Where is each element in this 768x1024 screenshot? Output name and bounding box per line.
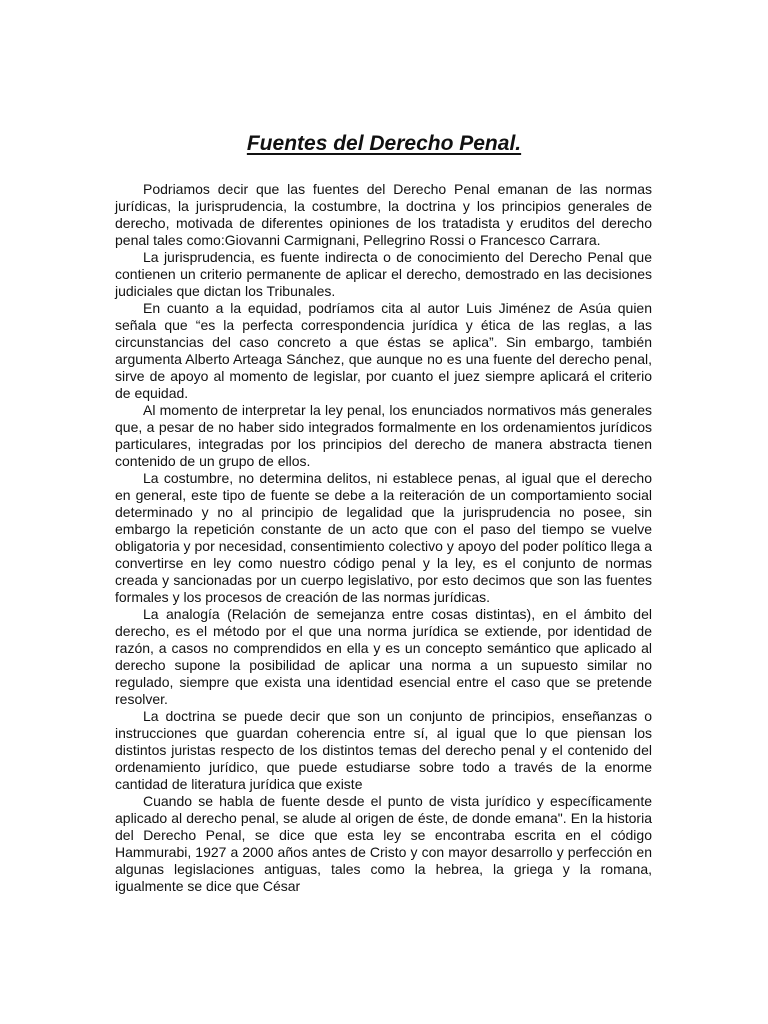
paragraph-jurisprudence: La jurisprudencia, es fuente indirecta o de conocimiento del Derecho Penal que contienen un criterio permanente de aplicar el derecho, demostrado en las decisiones judiciales que dictan los Tribunales. [115, 249, 652, 299]
document-title: Fuentes del Derecho Penal. [246, 132, 522, 155]
paragraph-interpretation: Al momento de interpretar la ley penal, los enunciados normativos más generales que, a pesar de no haber sido integrados formalmente en los ordenamientos jurídicos particulares, integradas por los principios del derecho de manera abstracta tienen contenido de un grupo de ellos. [115, 402, 652, 469]
paragraph-equity: En cuanto a la equidad, podríamos cita al autor Luis Jiménez de Asúa quien señala que “es la perfecta correspondencia jurídica y ética de las reglas, a las circunstancias del caso concreto a que éstas se aplica”. Sin embargo, también argumenta Alberto Arteaga Sánchez, que aunque no es una fuente del derecho penal, sirve de apoyo al momento de legislar, por cuanto el juez siempre aplicará el criterio de equidad. [115, 300, 652, 401]
paragraph-history: Cuando se habla de fuente desde el punto de vista jurídico y específicamente aplicado al derecho penal, se alude al origen de éste, de donde emana". En la historia del Derecho Penal, se dice que esta ley se encontraba escrita en el código Hammurabi, 1927 a 2000 años antes de Cristo y con mayor desarrollo y perfección en algunas legislaciones antiguas, tales como la hebrea, la griega y la romana, igualmente se dice que César [115, 793, 652, 894]
document-body [115, 181, 652, 895]
paragraph-sources: Podriamos decir que las fuentes del Derecho Penal emanan de las normas jurídicas, la jurisprudencia, la costumbre, la doctrina y los principios generales de derecho, motivada de diferentes opiniones de los tratadista y eruditos del derecho penal tales como:Giovanni Carmignani, Pellegrino Rossi o Francesco Carrara. [115, 181, 652, 248]
paragraph-doctrine: La doctrina se puede decir que son un conjunto de principios, enseñanzas o instrucciones que guardan coherencia entre sí, al igual que lo que piensan los distintos juristas respecto de los distintos temas del derecho penal y el contenido del ordenamiento jurídico, que puede estudiarse sobre todo a través de la enorme cantidad de literatura jurídica que existe [115, 708, 652, 792]
paragraph-analogy: La analogía (Relación de semejanza entre cosas distintas), en el ámbito del derecho, es el método por el que una norma jurídica se extiende, por identidad de razón, a casos no comprendidos en ella y es un concepto semántico que aplicado al derecho supone la posibilidad de aplicar una norma a un supuesto similar no regulado, siempre que exista una identidad esencial entre el caso que se pretende resolver. [115, 606, 652, 707]
paragraph-custom: La costumbre, no determina delitos, ni establece penas, al igual que el derecho en general, este tipo de fuente se debe a la reiteración de un comportamiento social determinado y no al principio de legalidad que la jurisprudencia no posee, sin embargo la repetición constante de un acto que con el paso del tiempo se vuelve obligatoria y por necesidad, consentimiento colectivo y apoyo del poder político llega a convertirse en ley como nuestro código penal y la ley, es el conjunto de normas creada y sancionadas por un cuerpo legislativo, por esto decimos que son las fuentes formales y los procesos de creación de las normas jurídicas. [115, 470, 652, 605]
